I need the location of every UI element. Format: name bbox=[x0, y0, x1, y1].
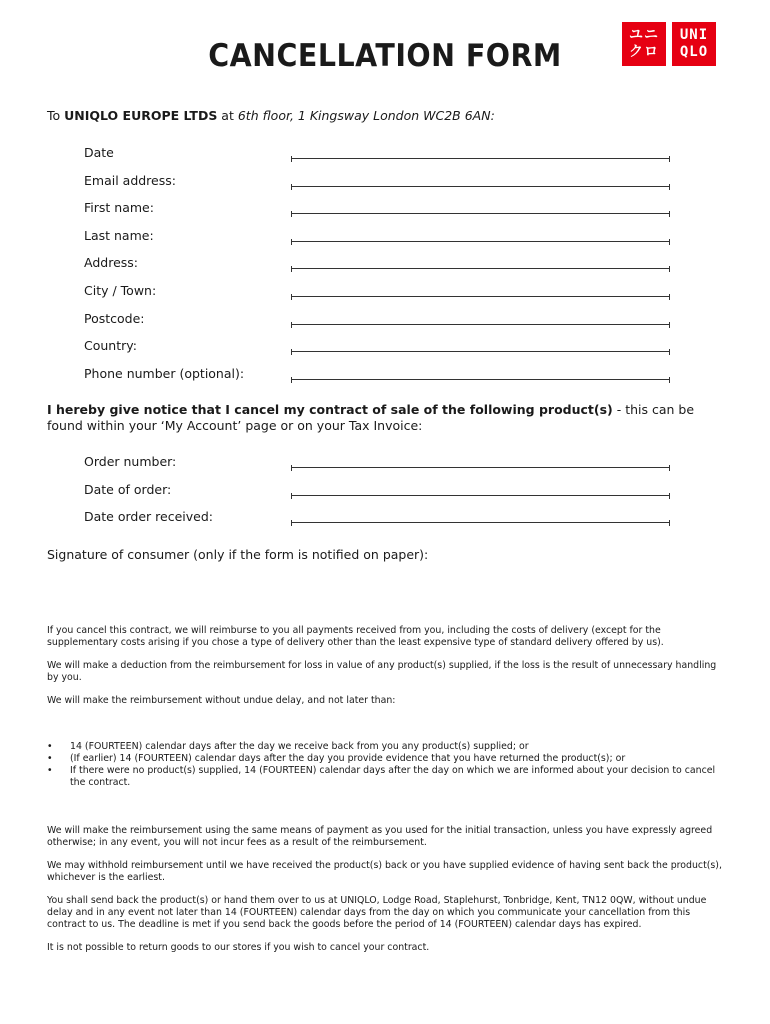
field-label: Address: bbox=[84, 255, 138, 270]
first-name-input-line[interactable] bbox=[291, 213, 670, 214]
logo-text-line: QLO bbox=[679, 44, 709, 60]
list-item: • (If earlier) 14 (FOURTEEN) calendar days after the day you provide evidence that you have returned the product(s); or bbox=[47, 753, 727, 765]
city-input-line[interactable] bbox=[291, 296, 670, 297]
notice-bold: I hereby give notice that I cancel my contract of sale of the following product(s) bbox=[47, 402, 613, 417]
field-email bbox=[84, 173, 674, 193]
uniqlo-logo bbox=[622, 22, 716, 66]
terms-paragraph: If you cancel this contract, we will reimburse to you all payments received from you, including the costs of delivery (except for the supplementary costs arising if you chose a type of delivery other than the least expensive type of standard delivery offered by us). bbox=[47, 625, 664, 648]
field-first-name bbox=[84, 200, 674, 220]
notice-rest: - this can be found within your ‘My Account’ page or on your Tax Invoice: bbox=[47, 402, 695, 433]
field-country bbox=[84, 338, 674, 358]
phone-input-line[interactable] bbox=[291, 379, 670, 380]
field-last-name bbox=[84, 228, 674, 248]
field-label: Last name: bbox=[84, 228, 154, 243]
field-label: Country: bbox=[84, 338, 137, 353]
list-item: • If there were no product(s) supplied, 14 (FOURTEEN) calendar days after the day on which we are informed about your decision to cancel the contract. bbox=[47, 765, 727, 789]
terms-paragraph: We may withhold reimbursement until we have received the product(s) back or you have supplied evidence of having sent back the product(s), whichever is the earliest. bbox=[47, 860, 722, 883]
addressee-prefix: To bbox=[47, 108, 65, 123]
field-label: Email address: bbox=[84, 173, 176, 188]
field-label: Date order received: bbox=[84, 509, 213, 524]
field-order-number bbox=[84, 454, 674, 474]
logo-text-line: クロ bbox=[629, 44, 659, 60]
last-name-input-line[interactable] bbox=[291, 241, 670, 242]
email-input-line[interactable] bbox=[291, 186, 670, 187]
field-label: City / Town: bbox=[84, 283, 157, 298]
logo-katakana-box bbox=[622, 22, 666, 66]
field-phone bbox=[84, 366, 674, 386]
logo-text-line: UNI bbox=[679, 27, 709, 43]
field-label: Date bbox=[84, 145, 114, 160]
field-postcode bbox=[84, 311, 674, 331]
addressee-company: UNIQLO EUROPE LTDS bbox=[64, 108, 218, 123]
list-item: • 14 (FOURTEEN) calendar days after the day we receive back from you any product(s) supplied; or bbox=[47, 741, 727, 753]
addressee-address: 6th floor, 1 Kingsway London WC2B 6AN: bbox=[237, 108, 495, 123]
date-input-line[interactable] bbox=[291, 158, 670, 159]
order-number-input-line[interactable] bbox=[291, 467, 670, 468]
terms-paragraph: You shall send back the product(s) or hand them over to us at UNIQLO, Lodge Road, Staplehurst, Tonbridge, Kent, TN12 0QW, without undue delay and in any event not later than 14 (FOURTEEN) calendar days from the day on which you communicate your cancellation from this contract to us. The deadline is met if you send back the goods before the period of 14 (FOURTEEN) calendar days has expired. bbox=[47, 895, 707, 930]
field-label: Postcode: bbox=[84, 311, 145, 326]
order-received-input-line[interactable] bbox=[291, 522, 670, 523]
addressee-line bbox=[47, 108, 495, 123]
field-date bbox=[84, 145, 674, 165]
form-title: CANCELLATION FORM bbox=[208, 38, 562, 74]
terms-paragraph: We will make the reimbursement using the same means of payment as you used for the initial transaction, unless you have expressly agreed otherwise; in any event, you will not incur fees as a result of the reimbursement. bbox=[47, 825, 713, 848]
field-address bbox=[84, 255, 674, 275]
reimbursement-deadlines bbox=[47, 741, 727, 789]
order-date-input-line[interactable] bbox=[291, 495, 670, 496]
field-order-received bbox=[84, 509, 674, 529]
terms-paragraph: It is not possible to return goods to our stores if you wish to cancel your contract. bbox=[47, 942, 430, 953]
postcode-input-line[interactable] bbox=[291, 324, 670, 325]
field-label: Date of order: bbox=[84, 482, 172, 497]
field-city bbox=[84, 283, 674, 303]
terms-paragraph: We will make a deduction from the reimbursement for loss in value of any product(s) supplied, if the loss is the result of unnecessary handling by you. bbox=[47, 660, 717, 683]
address-input-line[interactable] bbox=[291, 268, 670, 269]
signature-label: Signature of consumer (only if the form is notified on paper): bbox=[47, 547, 429, 562]
logo-latin-box bbox=[672, 22, 716, 66]
field-label: Phone number (optional): bbox=[84, 366, 245, 381]
cancel-notice bbox=[47, 402, 727, 434]
logo-text-line: ユニ bbox=[629, 27, 659, 43]
field-label: First name: bbox=[84, 200, 154, 215]
addressee-connector: at bbox=[217, 108, 238, 123]
country-input-line[interactable] bbox=[291, 351, 670, 352]
field-label: Order number: bbox=[84, 454, 177, 469]
terms-paragraph: We will make the reimbursement without undue delay, and not later than: bbox=[47, 695, 396, 706]
field-order-date bbox=[84, 482, 674, 502]
